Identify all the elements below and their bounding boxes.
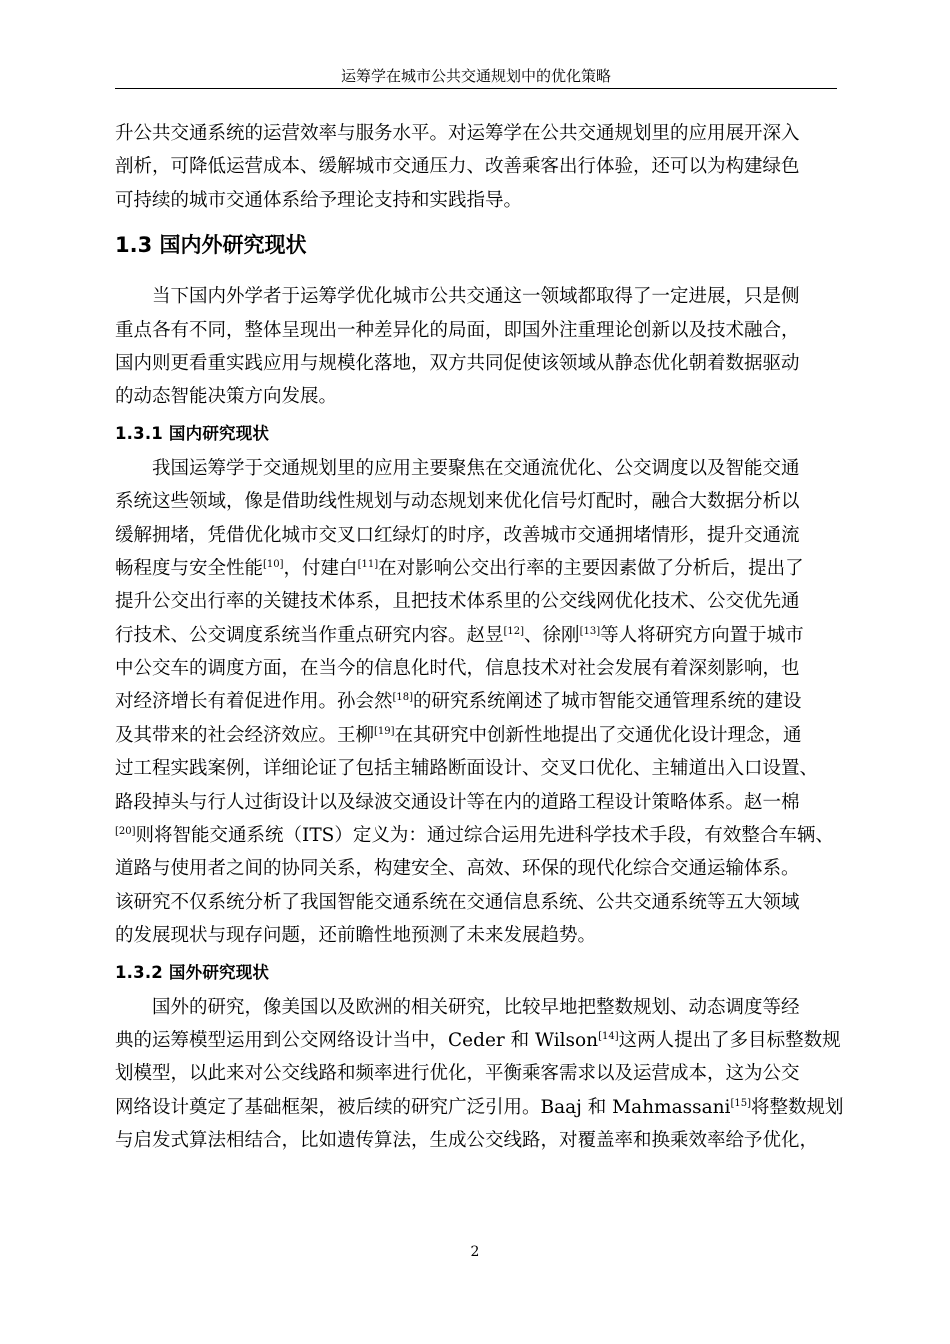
text-run: 在对影响公交出行率的主要因素做了分析后，提出了 <box>378 557 804 579</box>
page-body <box>115 117 844 1158</box>
text-run: 则将智能交通系统（ITS）定义为：通过综合运用先进科学技术手段，有效整合车辆、 <box>135 825 834 847</box>
text-run: 对经济增长有着促进作用。孙会然 <box>115 691 393 713</box>
text-run: 、徐刚 <box>524 624 580 646</box>
text-run: 等人将研究方向置于城市 <box>600 624 804 646</box>
text-run: 将整数规划 <box>751 1096 844 1118</box>
citation-ref[interactable]: [13] <box>579 625 601 637</box>
intro-paragraph <box>115 117 837 217</box>
text-line <box>115 685 837 718</box>
page-number: 2 <box>470 1244 480 1260</box>
citation-ref[interactable]: [11] <box>357 558 379 570</box>
text-line: 的发展现状与现存问题，还前瞻性地预测了未来发展趋势。 <box>115 925 597 947</box>
text-line: 升公共交通系统的运营效率与服务水平。对运筹学在公共交通规划里的应用展开深入 <box>115 123 800 144</box>
section-1-3-1-paragraph <box>115 452 837 953</box>
text-line: 重点各有不同，整体呈现出一种差异化的局面，即国外注重理论创新以及技术融合， <box>115 319 800 341</box>
text-run: 典的运筹模型运用到公交网络设计当中，Ceder 和 Wilson <box>115 1029 599 1051</box>
citation-ref[interactable]: [19] <box>374 725 395 737</box>
citation-ref[interactable]: [12] <box>503 625 525 637</box>
text-line: 我国运筹学于交通规划里的应用主要聚焦在交通流优化、公交调度以及智能交通 <box>152 457 800 479</box>
section-1-3-paragraph <box>115 280 837 414</box>
text-run: 这两人提出了多目标整数规 <box>618 1029 841 1051</box>
text-line: 中公交车的调度方面，在当今的信息化时代，信息技术对社会发展有着深刻影响，也 <box>115 658 800 680</box>
text-run: 及其带来的社会经济效应。王柳 <box>115 724 375 746</box>
text-line: 路段掉头与行人过街设计以及绿波交通设计等在内的道路工程设计策略体系。赵一棉 <box>115 791 800 813</box>
text-line: 系统这些领域，像是借助线性规划与动态规划来优化信号灯配时，融合大数据分析以 <box>115 491 800 513</box>
text-line: 国内则更看重实践应用与规模化落地，双方共同促使该领域从静态优化朝着数据驱动 <box>115 352 800 374</box>
text-line: 道路与使用者之间的协同关系，构建安全、高效、环保的现代化综合交通运输体系。 <box>115 858 800 880</box>
text-line: 划模型，以此来对公交线路和频率进行优化，平衡乘客需求以及运营成本，这为公交 <box>115 1063 800 1085</box>
text-line <box>115 1091 844 1124</box>
citation-ref[interactable]: [20] <box>115 826 136 838</box>
citation-ref[interactable]: [18] <box>392 692 414 704</box>
citation-ref[interactable]: [10] <box>263 558 284 570</box>
text-line: 国外的研究，像美国以及欧洲的相关研究，比较早地把整数规划、动态调度等经 <box>152 996 800 1018</box>
text-line <box>115 619 837 652</box>
section-heading-1-3: 1.3 国内外研究现状 <box>115 233 307 258</box>
text-run: 行技术、公交调度系统当作重点研究内容。赵昱 <box>115 624 504 646</box>
text-line: 该研究不仅系统分析了我国智能交通系统在交通信息系统、公共交通系统等五大领域 <box>115 891 800 913</box>
section-1-3-2-paragraph <box>115 991 844 1158</box>
text-run: 畅程度与安全性能 <box>115 557 264 579</box>
header-rule <box>115 88 837 89</box>
text-line: 提升公交出行率的关键技术体系，且把技术体系里的公交线网优化技术、公交优先通 <box>115 591 800 613</box>
text-line <box>115 819 837 852</box>
citation-ref[interactable]: [14] <box>598 1030 619 1042</box>
text-line: 可持续的城市交通体系给予理论支持和实践指导。 <box>115 189 523 211</box>
text-run: 的研究系统阐述了城市智能交通管理系统的建设 <box>413 691 802 713</box>
text-run: ，付建白 <box>283 557 358 579</box>
text-line <box>115 719 837 752</box>
section-heading-1-3-1: 1.3.1 国内研究现状 <box>115 423 270 443</box>
citation-ref[interactable]: [15] <box>730 1097 751 1109</box>
text-line: 过工程实践案例，详细论证了包括主辅路断面设计、交叉口优化、主辅道出入口设置、 <box>115 758 819 780</box>
text-line: 缓解拥堵，凭借优化城市交叉口红绿灯的时序，改善城市交通拥堵情形，提升交通流 <box>115 524 800 546</box>
text-run: 网络设计奠定了基础框架，被后续的研究广泛引用。Baaj 和 Mahmassani <box>115 1096 731 1118</box>
section-heading-1-3-2: 1.3.2 国外研究现状 <box>115 962 270 982</box>
text-line: 与启发式算法相结合，比如遗传算法，生成公交线路，对覆盖率和换乘效率给予优化， <box>115 1130 819 1152</box>
text-line <box>115 1024 841 1057</box>
text-line: 当下国内外学者于运筹学优化城市公共交通这一领域都取得了一定进展，只是侧 <box>152 286 800 308</box>
text-run: 在其研究中创新性地提出了交通优化设计理念，通 <box>394 724 802 746</box>
text-line: 的动态智能决策方向发展。 <box>115 386 338 408</box>
running-header: 运筹学在城市公共交通规划中的优化策略 <box>340 67 611 85</box>
text-line <box>115 552 837 585</box>
text-line: 剖析，可降低运营成本、缓解城市交通压力、改善乘客出行体验，还可以为构建绿色 <box>115 156 800 178</box>
